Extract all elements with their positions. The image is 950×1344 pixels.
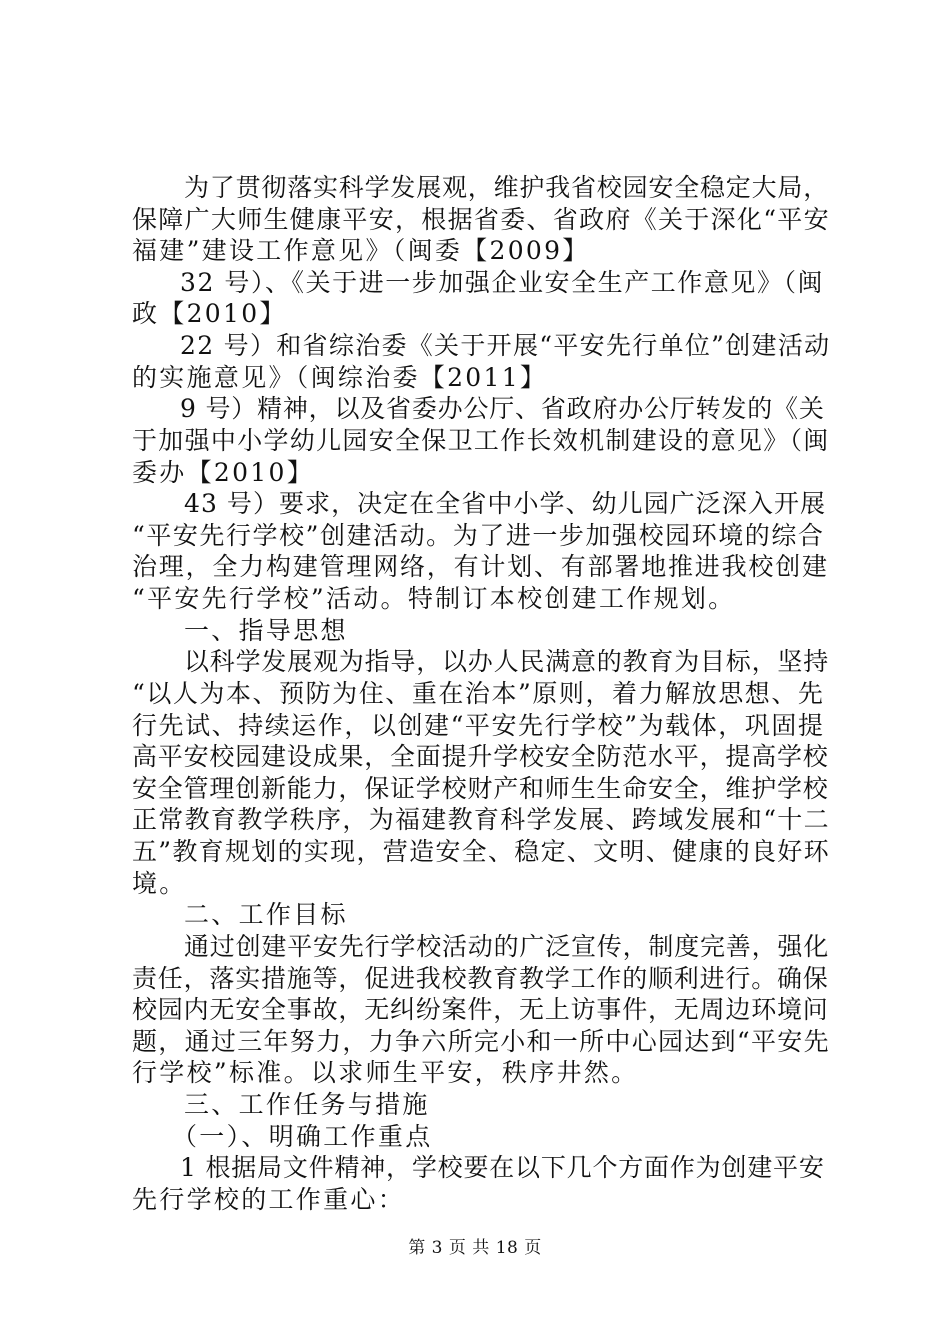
text-line: 福建”建设工作意见》（闽委【2009】 <box>132 236 590 266</box>
text-line: 五”教育规划的实现，营造安全、稳定、文明、健康的良好环 <box>132 837 830 867</box>
section-heading: 三、工作任务与措施 <box>184 1089 430 1119</box>
text-line: 保障广大师生健康平安，根据省委、省政府《关于深化“平安 <box>132 204 830 234</box>
page-number: 第 3 页 共 18 页 <box>408 1238 542 1258</box>
text-line: 的实施意见》（闽综治委【2011】 <box>132 362 548 392</box>
text-line: 责任，落实措施等，促进我校教育教学工作的顺利进行。确保 <box>132 963 829 993</box>
text-line: 高平安校园建设成果，全面提升学校安全防范水平，提高学校 <box>132 742 829 772</box>
text-line: 校园内无安全事故，无纠纷案件，无上访事件，无周边环境问 <box>132 995 829 1025</box>
section-heading: 一、指导思想 <box>184 615 348 645</box>
text-line: 22 号）和省综治委《关于开展“平安先行单位”创建活动 <box>180 331 831 361</box>
text-line: 行学校”标准。以求师生平安，秩序井然。 <box>132 1058 639 1088</box>
text-line: 32 号）、《关于进一步加强企业安全生产工作意见》（闽 <box>180 267 825 297</box>
text-line: 通过创建平安先行学校活动的广泛宣传，制度完善，强化 <box>184 931 830 961</box>
text-line: 正常教育教学秩序，为福建教育科学发展、跨域发展和“十二 <box>132 805 830 835</box>
text-line: 行先试、持续运作，以创建“平安先行学校”为载体，巩固提 <box>132 710 825 740</box>
text-line: 安全管理创新能力，保证学校财产和师生生命安全，维护学校 <box>132 773 829 803</box>
text-line: 政【2010】 <box>132 299 287 329</box>
text-line: 1 根据局文件精神，学校要在以下几个方面作为创建平安 <box>180 1153 825 1183</box>
text-line: 题，通过三年努力，力争六所完小和一所中心园达到“平安先 <box>132 1026 830 1056</box>
text-line: 委办【2010】 <box>132 457 315 487</box>
text-line: 以科学发展观为指导，以办人民满意的教育为目标，坚持 <box>184 647 830 677</box>
text-line: “平安先行学校”创建活动。为了进一步加强校园环境的综合 <box>132 520 825 550</box>
text-line: 9 号）精神，以及省委办公厅、省政府办公厅转发的《关 <box>180 394 825 424</box>
text-line: 先行学校的工作重心： <box>132 1184 406 1214</box>
section-heading: 二、工作目标 <box>184 900 348 930</box>
text-line: 43 号）要求，决定在全省中小学、幼儿园广泛深入开展 <box>184 489 827 519</box>
text-line: “平安先行学校”活动。特制订本校创建工作规划。 <box>132 584 736 614</box>
text-line: “以人为本、预防为住、重在治本”原则，着力解放思想、先 <box>132 678 825 708</box>
text-line: 境。 <box>132 868 187 898</box>
text-line: 为了贯彻落实科学发展观，维护我省校园安全稳定大局， <box>184 173 830 202</box>
text-line: 于加强中小学幼儿园安全保卫工作长效机制建设的意见》（闽 <box>132 425 830 455</box>
subsection-heading: （一）、明确工作重点 <box>172 1121 433 1151</box>
text-line: 治理，全力构建管理网络，有计划、有部署地推进我校创建 <box>132 552 829 582</box>
